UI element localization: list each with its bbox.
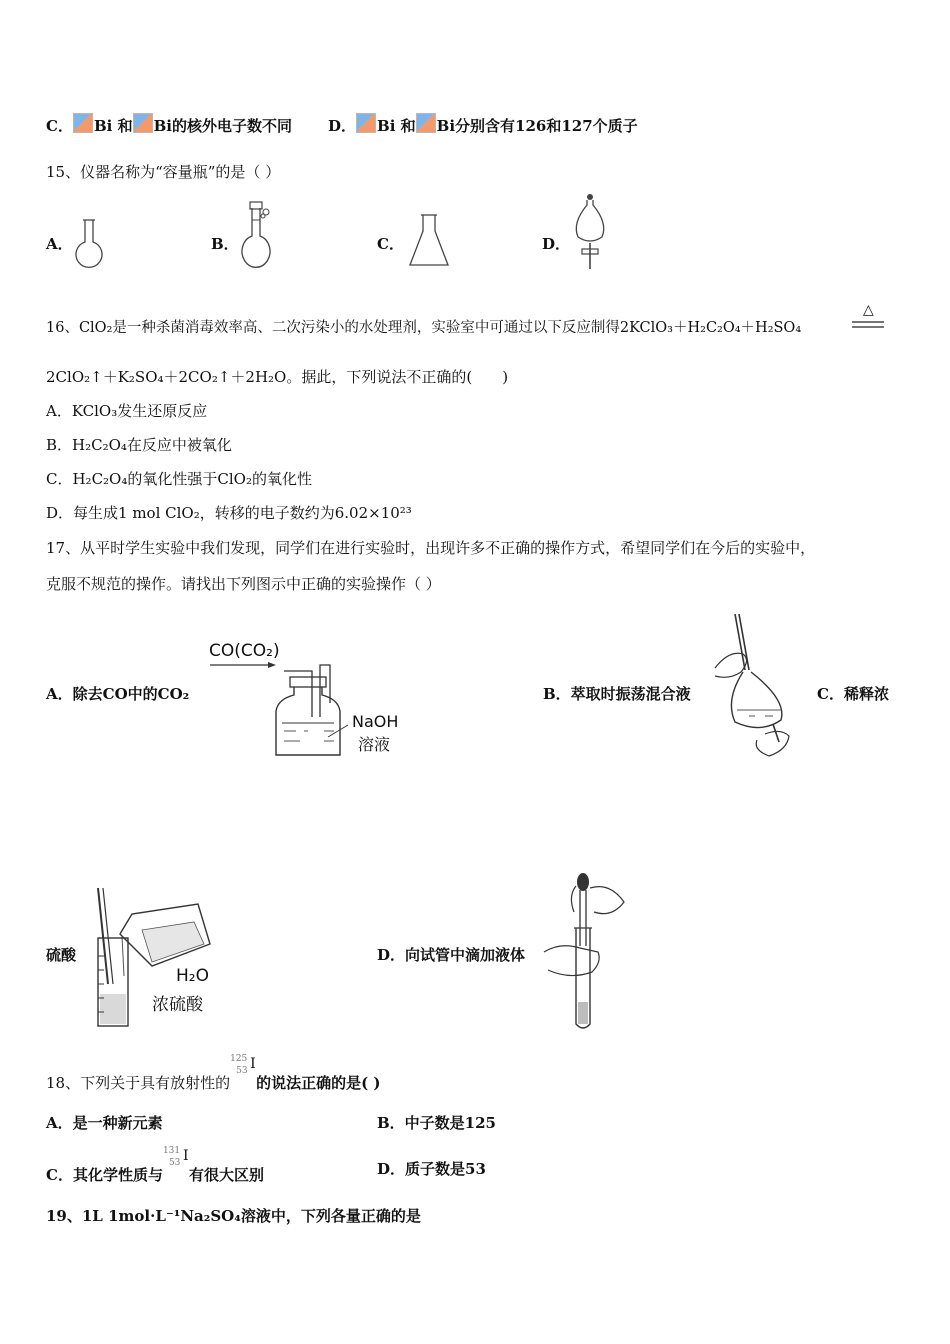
q18-stem-pre: 18、下列关于具有放射性的	[46, 1074, 231, 1092]
q19-stem: 19、1L 1mol·L⁻¹Na₂SO₄溶液中，下列各量正确的是	[46, 1207, 421, 1225]
q14-c-text: 的核外电子数不同	[171, 117, 292, 135]
q14-options-line	[46, 113, 292, 136]
q16-stem-line1: 16、ClO₂是一种杀菌消毒效率高、二次污染小的水处理剂，实验室中可通过以下反应制得2KClO₃＋H₂C₂O₄＋H₂SO₄	[46, 320, 802, 336]
fig-a-naoh-label: NaOH	[352, 712, 399, 731]
q18-option-a: A．是一种新元素	[46, 1114, 163, 1132]
iodine-131-isotope	[162, 1146, 189, 1178]
q15-option-d-label: D．	[542, 235, 571, 253]
fig-c-acid-label: 浓硫酸	[152, 995, 203, 1015]
iso2-mass: 131	[162, 1146, 181, 1156]
iodine-125-isotope	[230, 1054, 256, 1086]
iso-sym: I	[250, 1056, 256, 1072]
separatory-funnel-icon	[570, 193, 610, 271]
q14-d-label: D．	[328, 117, 357, 135]
fig-a-gas-label: CO(CO₂)	[209, 641, 280, 661]
iso2-sym: I	[182, 1148, 189, 1164]
q17-option-a: A．除去CO中的CO₂	[46, 685, 190, 703]
q16-option-c: C．H₂C₂O₄的氧化性强于ClO₂的氧化性	[46, 470, 312, 488]
q14-c-label: C．	[46, 117, 73, 135]
q14-d-and: 和	[400, 117, 416, 135]
q14-d-sym2: Bi	[436, 117, 456, 135]
round-bottom-flask-icon	[72, 218, 106, 272]
q14-d-sym1: Bi	[377, 117, 396, 135]
q17-option-c-part1: C．稀释浓	[817, 685, 889, 703]
iso2-num: 53	[168, 1158, 181, 1168]
q17-stem-line2: 克服不规范的操作。请找出下列图示中正确的实验操作（ ）	[46, 575, 441, 593]
reaction-equals-sign	[852, 320, 884, 330]
q18-option-c-pre: C．其化学性质与	[46, 1166, 163, 1184]
q14-c-sym1: Bi	[93, 117, 113, 135]
conical-flask-icon	[407, 213, 451, 269]
gas-washing-bottle-icon	[208, 655, 353, 760]
iso-mass: 125	[230, 1054, 248, 1064]
q16-heat-symbol: △	[863, 302, 874, 318]
q15-option-c-label: C．	[377, 235, 404, 253]
q16-option-d: D．每生成1 mol ClO₂，转移的电子数约为6.02×10²³	[46, 504, 412, 522]
q18-option-b: B．中子数是125	[377, 1114, 496, 1132]
q15-stem: 15、仪器名称为“容量瓶”的是（ ）	[46, 163, 281, 181]
q14-d-option	[328, 113, 638, 136]
q17-option-b: B．萃取时振荡混合液	[543, 685, 691, 703]
q17-stem-line1: 17、从平时学生实验中我们发现，同学们在进行实验时，出现许多不正确的操作方式，希望同学们在今后的实验中，	[46, 539, 816, 557]
q14-c-sym2: Bi	[153, 117, 172, 135]
q16-option-a: A．KClO₃发生还原反应	[46, 402, 208, 420]
shaking-funnel-icon	[705, 610, 795, 760]
q16-stem-line2: 2ClO₂↑＋K₂SO₄＋2CO₂↑＋2H₂O。据此，下列说法不正确的( )	[46, 368, 509, 386]
isotope-image-icon	[73, 113, 93, 133]
q18-option-c-post: 有很大区别	[188, 1166, 264, 1184]
iso-num: 53	[236, 1066, 248, 1076]
q17-option-c-part2: 硫酸	[46, 946, 77, 964]
q18-stem-post: 的说法正确的是( )	[256, 1074, 381, 1092]
fig-a-solution-label: 溶液	[358, 735, 391, 754]
isotope-image-icon	[133, 113, 153, 133]
q15-option-b-label: B．	[211, 235, 239, 253]
dilute-sulfuric-acid-icon	[92, 886, 212, 1028]
isotope-image-icon	[356, 113, 376, 133]
q18-option-d: D．质子数是53	[377, 1160, 486, 1178]
q14-d-text: 分别含有126和127个质子	[455, 117, 638, 135]
q18-stem	[46, 1054, 381, 1093]
isotope-image-icon	[416, 113, 436, 133]
dropper-test-tube-icon	[540, 872, 630, 1034]
fig-c-water-label: H₂O	[176, 966, 209, 986]
q18-option-c	[46, 1146, 264, 1185]
volumetric-flask-icon	[236, 200, 276, 274]
q15-option-a-label: A．	[46, 235, 73, 253]
q16-option-b: B．H₂C₂O₄在反应中被氧化	[46, 436, 232, 454]
q17-option-d: D．向试管中滴加液体	[377, 946, 526, 964]
q14-c-and: 和	[117, 117, 133, 135]
